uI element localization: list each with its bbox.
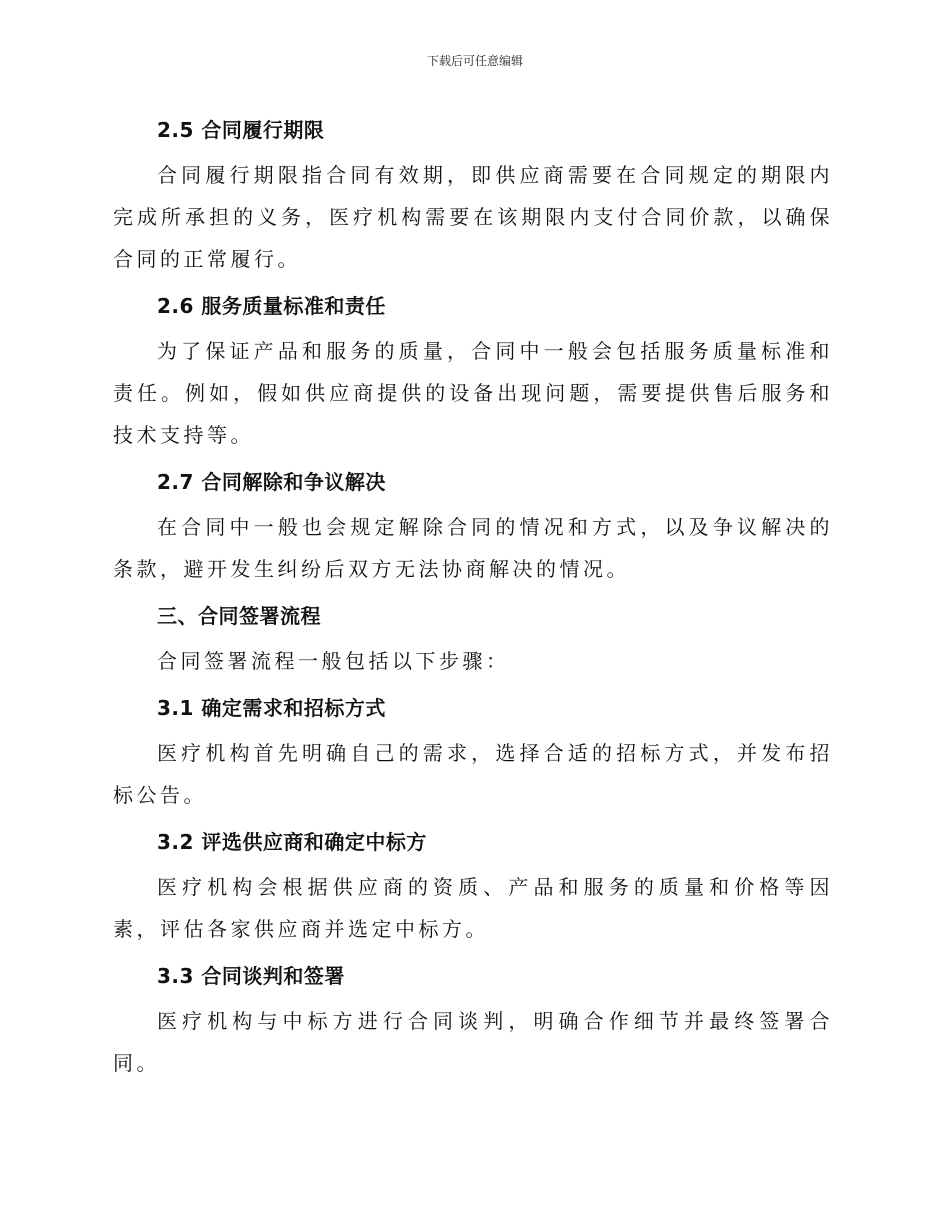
section-paragraph-3: 合同签署流程一般包括以下步骤： <box>157 649 510 673</box>
section-heading-3-3: 3.3 合同谈判和签署 <box>157 964 345 988</box>
section-paragraph-3-3: 医疗机构与中标方进行合同谈判，明确合作细节并最终签署合同。 <box>113 1009 833 1075</box>
section-heading-3-2: 3.2 评选供应商和确定中标方 <box>157 830 427 854</box>
section-heading-2-7: 2.7 合同解除和争议解决 <box>157 470 386 494</box>
section-paragraph-3-1: 医疗机构首先明确自己的需求，选择合适的招标方式，并发布招标公告。 <box>113 741 833 807</box>
section-heading-2-6: 2.6 服务质量标准和责任 <box>157 294 386 318</box>
page-header-note: 下载后可任意编辑 <box>426 54 523 68</box>
section-paragraph-2-7: 在合同中一般也会规定解除合同的情况和方式，以及争议解决的条款，避开发生纠纷后双方无法协商解决的情况。 <box>113 515 833 581</box>
document-body <box>113 110 833 1084</box>
section-heading-3-1: 3.1 确定需求和招标方式 <box>157 696 386 720</box>
section-paragraph-2-5: 合同履行期限指合同有效期，即供应商需要在合同规定的期限内完成所承担的义务，医疗机构需要在该期限内支付合同价款，以确保合同的正常履行。 <box>113 163 833 271</box>
section-heading-3: 三、合同签署流程 <box>157 604 321 628</box>
section-paragraph-2-6: 为了保证产品和服务的质量，合同中一般会包括服务质量标准和责任。例如，假如供应商提供的设备出现问题，需要提供售后服务和技术支持等。 <box>113 339 833 447</box>
section-heading-2-5: 2.5 合同履行期限 <box>157 118 325 142</box>
section-paragraph-3-2: 医疗机构会根据供应商的资质、产品和服务的质量和价格等因素，评估各家供应商并选定中标方。 <box>113 875 833 941</box>
